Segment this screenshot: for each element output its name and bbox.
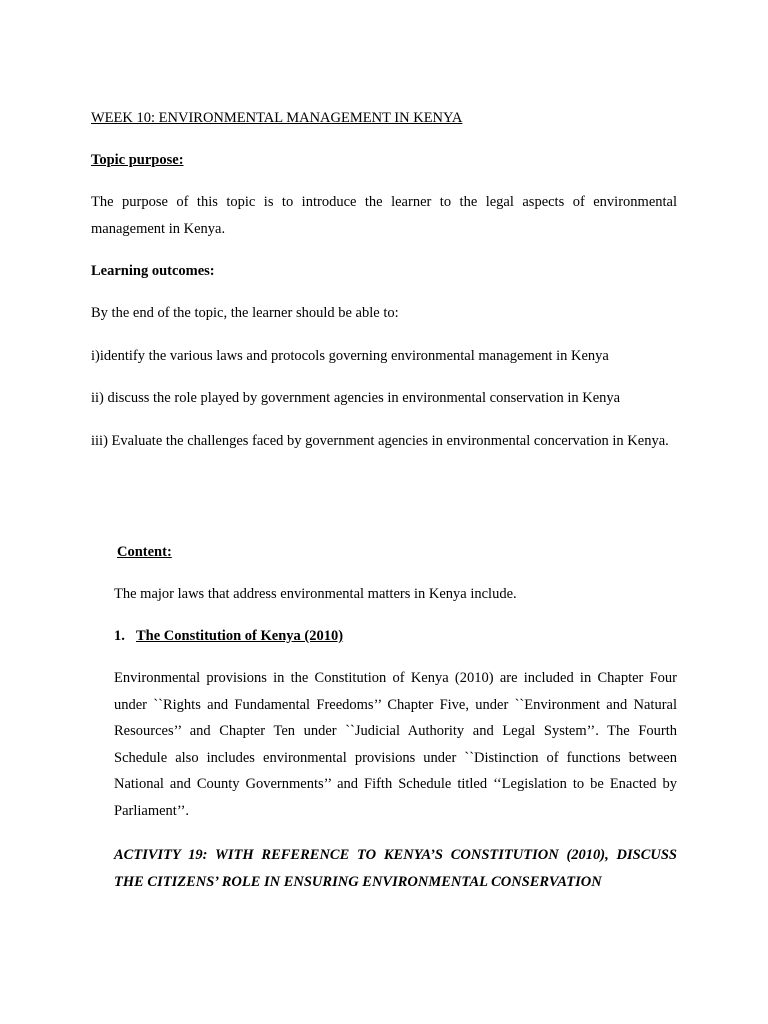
topic-purpose-text: The purpose of this topic is to introduce the learner to the legal aspects of environmental management in Kenya. bbox=[91, 194, 677, 237]
outcome-item: ii) discuss the role played by government agencies in environmental conservation in Kenya bbox=[91, 390, 621, 406]
learning-outcomes-intro: By the end of the topic, the learner should be able to: bbox=[91, 305, 399, 321]
activity-19: ACTIVITY 19: WITH REFERENCE TO KENYA’S CONSTITUTION (2010), DISCUSS THE CITIZENS’ ROLE IN ENSURING ENVIRONMENTAL CONSERVATION bbox=[114, 847, 677, 890]
content-heading: Content: bbox=[117, 544, 172, 560]
section-1-heading bbox=[114, 623, 677, 650]
section-1-text: Environmental provisions in the Constitution of Kenya (2010) are included in Chapter Four under ``Rights and Fundamental Freedoms’’ Chapter Five, under ``Environment and Natural Resources’’ and Chapter Ten under ``Judicial Authority and Legal System’’. The Fourth Schedule also includes environmental provisions under ``Distinction of functions between National and County Governments’’ and Fifth Schedule titled ‘‘Legislation to be Enacted by Parliament’’. bbox=[114, 670, 677, 819]
topic-purpose-heading: Topic purpose: bbox=[91, 152, 184, 168]
learning-outcomes-heading: Learning outcomes: bbox=[91, 263, 215, 279]
section-1-number: 1. bbox=[114, 628, 125, 644]
document-title: WEEK 10: ENVIRONMENTAL MANAGEMENT IN KENYA bbox=[91, 110, 463, 126]
outcome-item: i)identify the various laws and protocols governing environmental management in Kenya bbox=[91, 348, 609, 364]
section-1-title: The Constitution of Kenya (2010) bbox=[136, 628, 344, 644]
content-intro: The major laws that address environmental matters in Kenya include. bbox=[114, 586, 517, 602]
outcome-item: iii) Evaluate the challenges faced by government agencies in environmental concervation in Kenya. bbox=[91, 433, 669, 449]
